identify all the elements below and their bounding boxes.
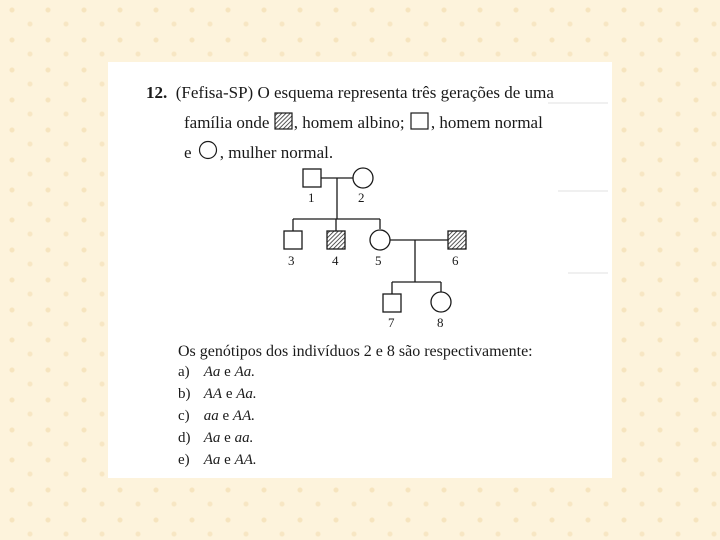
answer-label: a) — [178, 364, 190, 380]
pedigree-label-1: 1 — [308, 190, 315, 205]
question-text-1: O esquema representa três gerações de uma — [257, 83, 554, 102]
individual-5-female-normal — [370, 230, 390, 250]
answer-option-e[interactable] — [178, 452, 257, 469]
answer-genotype-1: Aa — [203, 430, 221, 446]
answer-genotype-2: AA. — [232, 408, 255, 424]
answer-genotype-1: aa — [203, 408, 219, 424]
answer-genotype-2: AA. — [234, 452, 257, 468]
answer-conjunction: e — [222, 408, 230, 424]
answer-genotype-1: Aa — [203, 452, 221, 468]
pedigree-label-6: 6 — [452, 253, 459, 268]
answer-conjunction: e — [224, 430, 231, 446]
answer-label: c) — [178, 408, 190, 424]
answer-conjunction: e — [225, 386, 233, 402]
answer-option-b[interactable] — [178, 386, 257, 403]
pedigree-label-7: 7 — [388, 315, 395, 330]
individual-4-male-albino — [327, 231, 345, 249]
answer-label: b) — [178, 386, 191, 402]
scanned-page — [108, 62, 612, 478]
question-text-3b: , mulher normal. — [219, 143, 334, 162]
individual-3-male-normal — [284, 231, 302, 249]
answer-conjunction: e — [224, 452, 231, 468]
individual-2-female-normal — [353, 168, 373, 188]
question-source: (Fefisa-SP) — [175, 83, 254, 102]
question-text-2c: , homem normal — [430, 113, 543, 132]
answer-genotype-2: Aa. — [236, 386, 257, 402]
answer-option-a[interactable] — [178, 364, 255, 381]
question-text-2a: família onde — [184, 113, 270, 132]
pedigree-label-2: 2 — [358, 190, 365, 205]
individual-7-male-normal — [383, 294, 401, 312]
answer-label: d) — [178, 430, 191, 446]
answer-conjunction: e — [224, 364, 231, 380]
answer-label: e) — [178, 452, 190, 468]
answer-option-d[interactable] — [178, 430, 253, 447]
answer-option-c[interactable] — [178, 408, 255, 425]
question-prompt: Os genótipos dos indivíduos 2 e 8 são respectivamente: — [178, 343, 533, 360]
individual-6-male-albino — [448, 231, 466, 249]
question-text-2b: , homem albino; — [293, 113, 405, 132]
pedigree-label-3: 3 — [288, 253, 295, 268]
answer-genotype-1: AA — [203, 386, 223, 402]
pedigree-label-5: 5 — [375, 253, 382, 268]
question-text-3a: e — [184, 143, 192, 162]
question-number: 12. — [146, 83, 168, 102]
answer-genotype-2: aa. — [234, 430, 254, 446]
pedigree-label-4: 4 — [332, 253, 339, 268]
individual-8-female-normal — [431, 292, 451, 312]
answer-genotype-2: Aa. — [234, 364, 256, 380]
pedigree-label-8: 8 — [437, 315, 444, 330]
answer-genotype-1: Aa — [203, 364, 221, 380]
individual-1-male-normal — [303, 169, 321, 187]
